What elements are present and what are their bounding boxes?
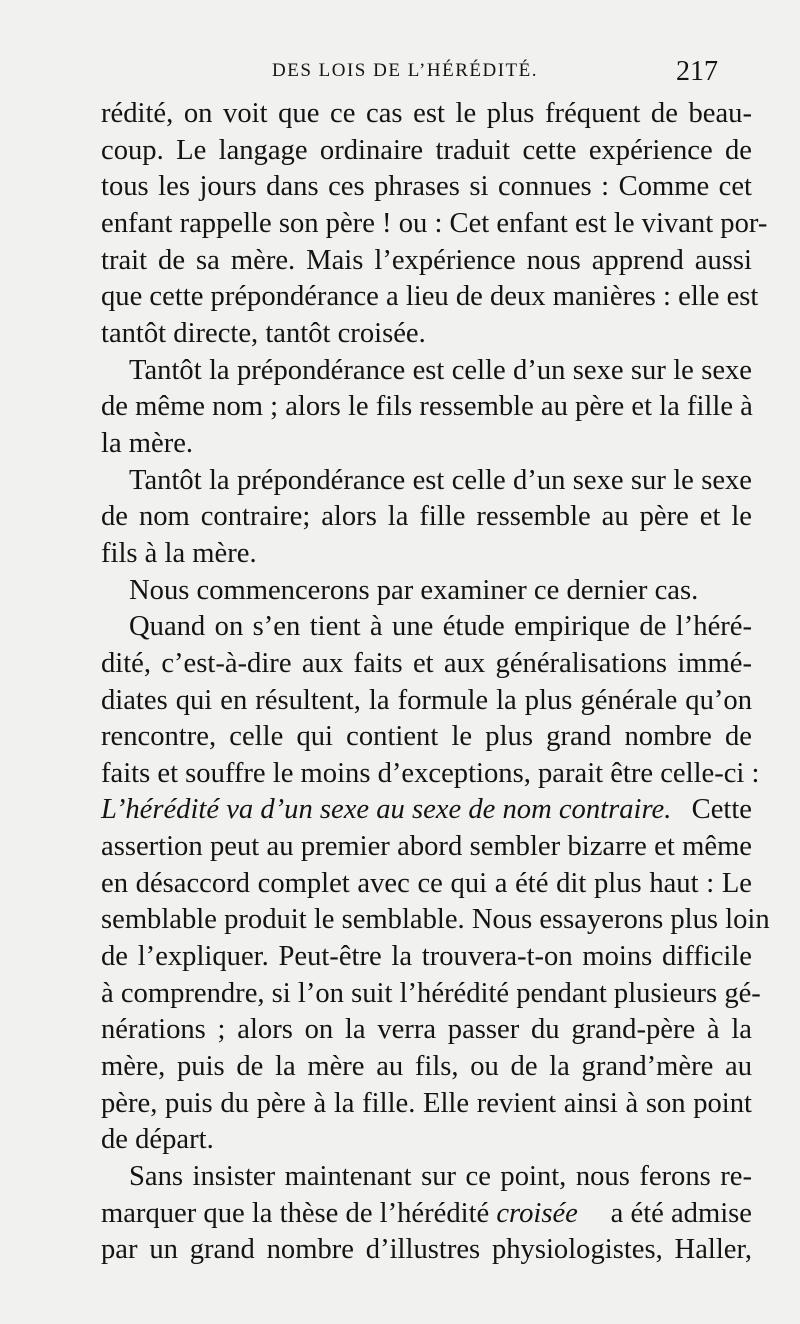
text-fragment: marquer que la thèse de l’hérédité: [101, 1197, 497, 1229]
page-header: [0, 56, 800, 92]
text-line: [101, 1196, 752, 1233]
text-line: Sans insister maintenant sur ce point, nous ferons re-: [129, 1161, 752, 1193]
text-line: Nous commencerons par examiner ce dernier cas.: [129, 574, 699, 606]
italic-word: croisée: [496, 1197, 578, 1229]
page-number: 217: [676, 56, 718, 87]
text-line: de nom contraire; alors la fille ressemble au père et le: [101, 501, 752, 533]
text-line: par un grand nombre d’illustres physiologistes, Haller,: [101, 1234, 752, 1266]
text-line: la mère.: [101, 427, 194, 459]
text-line: que cette prépondérance a lieu de deux manières : elle est: [101, 281, 759, 313]
text-line: rencontre, celle qui contient le plus grand nombre de: [101, 721, 752, 753]
text-line: semblable produit le semblable. Nous essayerons plus loin: [101, 904, 770, 936]
text-line: diates qui en résultent, la formule la plus générale qu’on: [101, 684, 752, 716]
text-line: père, puis du père à la fille. Elle revient ainsi à son point: [101, 1087, 752, 1119]
text-line: de départ.: [101, 1124, 214, 1156]
text-line: faits et souffre le moins d’exceptions, parait être celle-ci :: [101, 757, 760, 789]
body-text: [101, 96, 770, 1269]
text-line: dité, c’est-à-dire aux faits et aux généralisations immé-: [101, 647, 752, 679]
text-line: trait de sa mère. Mais l’expérience nous apprend aussi: [101, 244, 752, 276]
text-line: assertion peut au premier abord sembler bizarre et même: [101, 831, 752, 863]
text-line: en désaccord complet avec ce qui a été dit plus haut : Le: [101, 867, 752, 899]
text-line: fils à la mère.: [101, 537, 257, 569]
text-line: de même nom ; alors le fils ressemble au père et la fille à: [101, 391, 753, 423]
text-line: [101, 792, 752, 829]
text-line: mère, puis de la mère au fils, ou de la grand’mère au: [101, 1051, 752, 1083]
text-fragment: a été admise: [603, 1197, 752, 1229]
text-line: rédité, on voit que ce cas est le plus fréquent de beau-: [101, 98, 752, 129]
text-line: Tantôt la prépondérance est celle d’un sexe sur le sexe: [129, 354, 752, 386]
text-line: à comprendre, si l’on suit l’hérédité pendant plusieurs gé-: [101, 977, 761, 1009]
text-line: enfant rappelle son père ! ou : Cet enfant est le vivant por-: [101, 207, 768, 239]
text-line: Quand on s’en tient à une étude empirique de l’héré-: [129, 611, 752, 643]
text-line: coup. Le langage ordinaire traduit cette expérience de: [101, 134, 752, 166]
text-line: tous les jours dans ces phrases si connues : Comme cet: [101, 171, 752, 203]
text-line: de l’expliquer. Peut-être la trouvera-t-on moins difficile: [101, 941, 752, 973]
italic-phrase: L’hérédité va d’un sexe au sexe de nom contraire.: [101, 794, 672, 826]
text-line: tantôt directe, tantôt croisée.: [101, 317, 426, 349]
text-fragment: Cette: [691, 794, 752, 826]
text-line: Tantôt la prépondérance est celle d’un sexe sur le sexe: [129, 464, 752, 496]
running-title: DES LOIS DE L’HÉRÉDITÉ.: [272, 60, 538, 81]
text-line: nérations ; alors on la verra passer du grand-père à la: [101, 1014, 752, 1046]
